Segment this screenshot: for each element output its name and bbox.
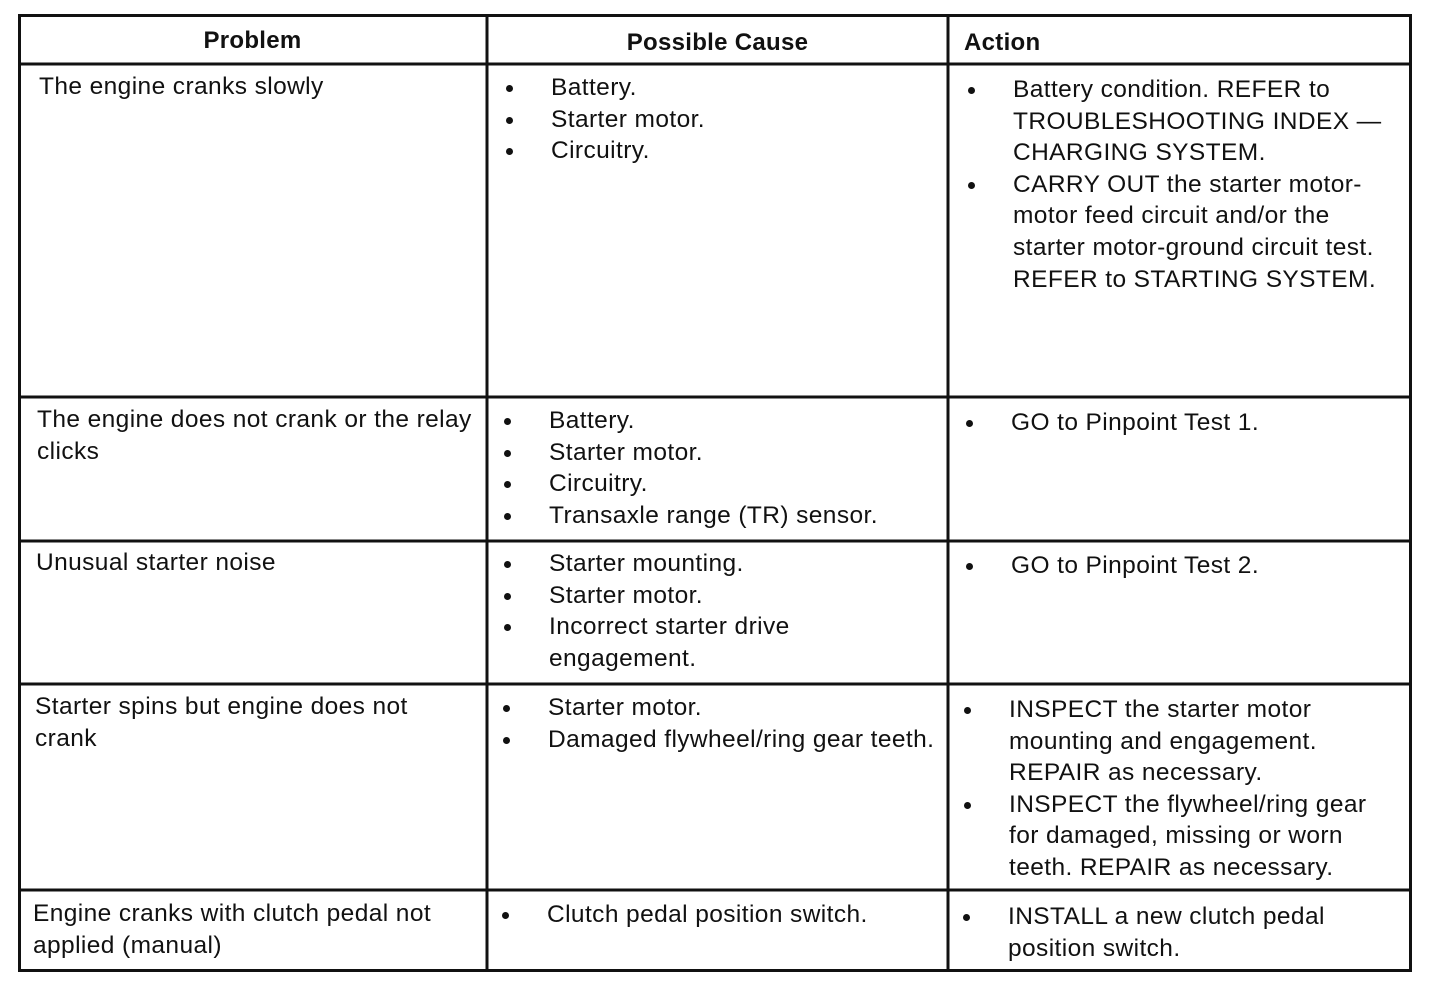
list-item: Starter mounting. (499, 548, 939, 580)
table-row-5-actions (958, 901, 1398, 964)
table-row-3-causes (499, 548, 939, 674)
header-possible-cause: Possible Cause (626, 29, 809, 56)
table-row-2-problem: The engine does not crank or the relay clicks (37, 406, 472, 465)
list-item: GO to Pinpoint Test 2. (961, 550, 1401, 582)
list-item: INSPECT the starter motor mounting and engagement. REPAIR as necessary. (959, 694, 1399, 789)
table-row-4-problem: Starter spins but engine does not crank (35, 693, 408, 752)
table-row-3-problem: Unusual starter noise (36, 549, 276, 576)
list-item: Circuitry. (499, 468, 939, 500)
header-action: Action (964, 29, 1041, 56)
list-item: Clutch pedal position switch. (497, 899, 937, 931)
list-item: Starter motor. (501, 104, 941, 136)
list-item: Battery condition. REFER to TROUBLESHOOTING INDEX — CHARGING SYSTEM. (963, 74, 1403, 169)
list-item: CARRY OUT the starter motor-motor feed circuit and/or the starter motor-ground circuit test. REFER to STARTING SYSTEM. (963, 169, 1403, 295)
list-item: GO to Pinpoint Test 1. (961, 407, 1401, 439)
table-row-1-causes (501, 72, 941, 167)
list-item: INSTALL a new clutch pedal position switch. (958, 901, 1398, 964)
list-item: Transaxle range (TR) sensor. (499, 500, 939, 532)
table-row-2-actions (961, 407, 1401, 439)
table-row-5-problem: Engine cranks with clutch pedal not applied (manual) (33, 900, 432, 959)
list-item: Starter motor. (498, 692, 938, 724)
table-row-1-problem: The engine cranks slowly (39, 73, 324, 100)
troubleshooting-table (18, 14, 1412, 972)
list-item: INSPECT the flywheel/ring gear for damaged, missing or worn teeth. REPAIR as necessary. (959, 789, 1399, 884)
table-row-3-actions (961, 550, 1401, 582)
list-item: Battery. (501, 72, 941, 104)
table-row-4-actions (959, 694, 1399, 884)
table-row-5-causes (497, 899, 937, 931)
list-item: Incorrect starter drive engagement. (499, 611, 939, 674)
list-item: Starter motor. (499, 437, 939, 469)
list-item: Battery. (499, 405, 939, 437)
list-item: Damaged flywheel/ring gear teeth. (498, 724, 938, 756)
table-row-4-causes (498, 692, 938, 755)
list-item: Circuitry. (501, 135, 941, 167)
header-problem: Problem (203, 27, 302, 54)
list-item: Starter motor. (499, 580, 939, 612)
table-row-1-actions (963, 74, 1403, 295)
table-row-2-causes (499, 405, 939, 531)
